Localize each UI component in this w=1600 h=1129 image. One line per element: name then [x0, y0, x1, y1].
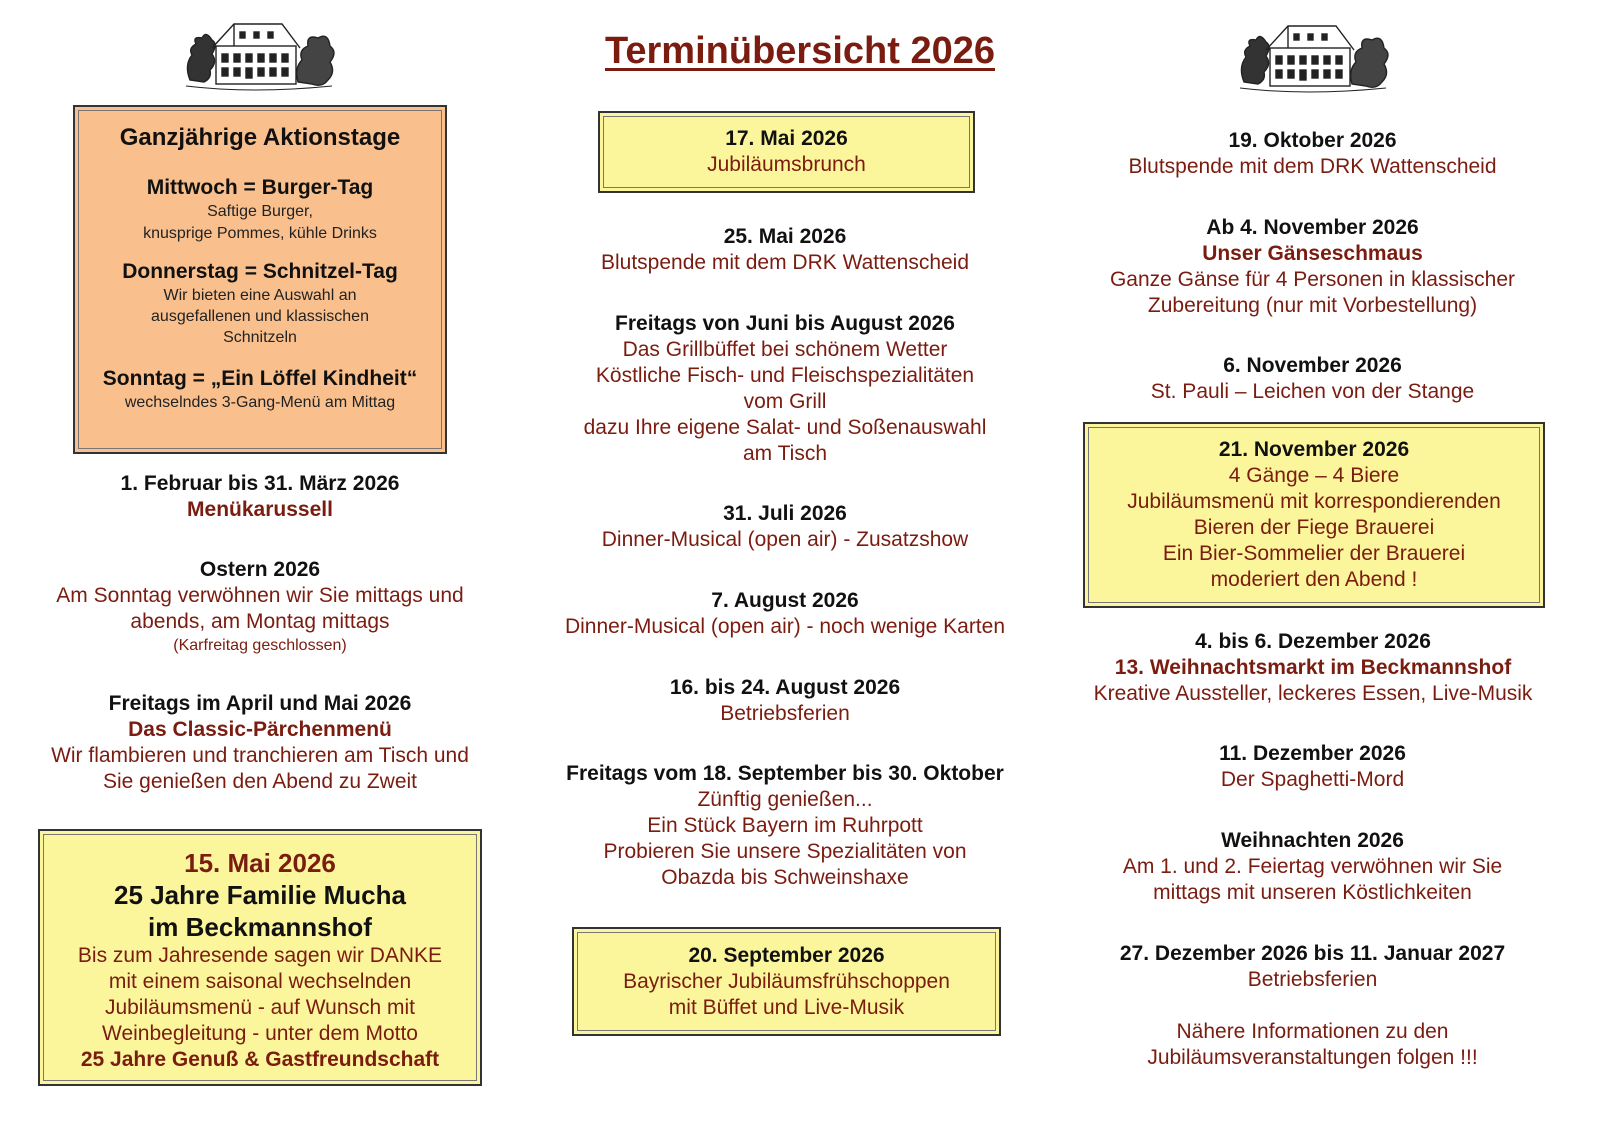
entry-text: mittags mit unseren Köstlichkeiten	[1153, 881, 1472, 904]
entry-text: Jubiläumsmenü mit korrespondierenden	[1127, 490, 1501, 513]
dinner-musical-zusatzshow-entry	[535, 501, 1035, 553]
entry-name: Unser Gänseschmaus	[1202, 242, 1423, 265]
grillbueffet-entry	[535, 311, 1035, 467]
aktionstage-heading: Ganzjährige Aktionstage	[119, 124, 401, 151]
jubilaeum-text: Weinbegleitung - unter dem Motto	[102, 1022, 418, 1045]
entry-name: Jubiläumsbrunch	[707, 153, 866, 176]
entry-name: Betriebsferien	[1247, 968, 1378, 991]
entry-note: (Karfreitag geschlossen)	[173, 637, 347, 654]
entry-text: mit Büffet und Live-Musik	[668, 996, 905, 1019]
entry-name: Menükarussell	[187, 498, 333, 521]
entry-text: Ganze Gänse für 4 Personen in klassischer	[1109, 268, 1516, 291]
blutspende-oktober-entry	[1075, 128, 1550, 180]
blutspende-mai-entry	[535, 224, 1035, 276]
ostern-entry	[20, 557, 500, 657]
jubilaeum-box	[38, 829, 482, 1086]
betriebsferien-august-entry	[535, 675, 1035, 727]
jubilaeumsbrunch-box	[598, 111, 975, 193]
entry-name: St. Pauli – Leichen von der Stange	[1150, 380, 1475, 403]
entry-date: 4. bis 6. Dezember 2026	[1195, 630, 1431, 653]
weihnachten-entry	[1075, 828, 1550, 906]
entry-text: Wir flambieren und tranchieren am Tisch und	[51, 744, 469, 767]
entry-date: 6. November 2026	[1223, 354, 1402, 377]
entry-date: 19. Oktober 2026	[1228, 129, 1397, 152]
info-text: Nähere Informationen zu den	[1176, 1020, 1449, 1043]
info-note	[1075, 1019, 1550, 1071]
entry-name: Dinner-Musical (open air) - noch wenige Karten	[564, 615, 1006, 638]
schnitzel-tag-heading: Donnerstag = Schnitzel-Tag	[122, 260, 398, 283]
entry-date: Freitags vom 18. September bis 30. Oktober	[566, 762, 1004, 785]
entry-text: Am 1. und 2. Feiertag verwöhnen wir Sie	[1122, 855, 1503, 878]
jubilaeum-heading: 25 Jahre Familie Mucha	[114, 880, 406, 910]
entry-text: Ein Stück Bayern im Ruhrpott	[647, 814, 923, 837]
entry-text: Am Sonntag verwöhnen wir Sie mittags und	[56, 584, 464, 607]
jubilaeum-text: Jubiläumsmenü - auf Wunsch mit	[104, 996, 416, 1019]
entry-date: Freitags im April und Mai 2026	[108, 692, 412, 715]
page-title: Terminübersicht 2026	[604, 30, 995, 72]
entry-date: 17. Mai 2026	[725, 127, 848, 150]
entry-text: Köstliche Fisch- und Fleischspezialitäten	[595, 364, 975, 387]
weihnachtsmarkt-entry	[1068, 629, 1558, 707]
jubilaeum-text: mit einem saisonal wechselnden	[108, 970, 412, 993]
entry-name: 13. Weihnachtsmarkt im Beckmannshof	[1114, 656, 1512, 679]
sonntag-text: wechselndes 3-Gang-Menü am Mittag	[124, 394, 396, 411]
entry-text: Obazda bis Schweinshaxe	[661, 866, 909, 889]
entry-date: 16. bis 24. August 2026	[669, 676, 901, 699]
entry-date: Freitags von Juni bis August 2026	[615, 312, 955, 335]
aktionstage-box	[73, 105, 447, 454]
entry-date: 31. Juli 2026	[723, 502, 847, 525]
entry-text: Bieren der Fiege Brauerei	[1193, 516, 1435, 539]
entry-name: Blutspende mit dem DRK Wattenscheid	[600, 251, 970, 274]
jubilaeum-date: 15. Mai 2026	[184, 848, 336, 878]
entry-text: Sie genießen den Abend zu Zweit	[102, 770, 418, 793]
bayern-entry	[525, 761, 1045, 891]
house-sketch-left-icon	[182, 10, 337, 95]
jubilaeum-motto: 25 Jahre Genuß & Gastfreundschaft	[80, 1048, 440, 1071]
entry-date: 1. Februar bis 31. März 2026	[120, 472, 400, 495]
entry-date: 25. Mai 2026	[723, 225, 847, 248]
entry-date: 11. Dezember 2026	[1219, 742, 1406, 765]
entry-text: am Tisch	[742, 442, 828, 465]
entry-date: 20. September 2026	[688, 944, 885, 967]
paerchenmenue-entry	[20, 691, 500, 795]
jubilaeum-text: Bis zum Jahresende sagen wir DANKE	[77, 944, 443, 967]
st-pauli-entry	[1075, 353, 1550, 405]
spaghetti-mord-entry	[1075, 741, 1550, 793]
entry-text: Das Grillbüffet bei schönem Wetter	[622, 338, 948, 361]
entry-text: dazu Ihre eigene Salat- und Soßenauswahl	[583, 416, 987, 439]
entry-text: Kreative Aussteller, leckeres Essen, Live-Musik	[1093, 682, 1533, 705]
entry-name: Blutspende mit dem DRK Wattenscheid	[1128, 155, 1497, 178]
burger-tag-heading: Mittwoch = Burger-Tag	[146, 176, 374, 199]
entry-name: Das Classic-Pärchenmenü	[128, 718, 392, 741]
gaenseschmaus-entry	[1075, 215, 1550, 319]
info-text-2: Jubiläumsveranstaltungen folgen !!!	[1147, 1046, 1478, 1069]
schnitzel-tag-text-3: Schnitzeln	[223, 329, 297, 346]
entry-date: Weihnachten 2026	[1221, 829, 1404, 852]
schnitzel-tag-text-2: ausgefallenen und klassischen	[151, 308, 369, 325]
entry-date: 27. Dezember 2026 bis 11. Januar 2027	[1119, 942, 1506, 965]
house-sketch-right-icon	[1236, 12, 1391, 97]
menuekarussell-entry	[30, 471, 490, 523]
entry-text: moderiert den Abend !	[1210, 568, 1418, 591]
schnitzel-tag-text: Wir bieten eine Auswahl an	[163, 287, 357, 304]
entry-date: 21. November 2026	[1218, 438, 1410, 461]
entry-date: 7. August 2026	[711, 589, 859, 612]
fruehschoppen-box	[572, 927, 1001, 1036]
jubilaeum-heading-2: im Beckmannshof	[148, 912, 372, 942]
entry-date: Ostern 2026	[199, 558, 321, 581]
entry-text: Ein Bier-Sommelier der Brauerei	[1162, 542, 1466, 565]
entry-name: Dinner-Musical (open air) - Zusatzshow	[601, 528, 969, 551]
sonntag-heading: Sonntag = „Ein Löffel Kindheit“	[102, 367, 418, 390]
entry-text: 4 Gänge – 4 Biere	[1228, 464, 1400, 487]
dinner-musical-august-entry	[525, 588, 1045, 640]
entry-text: Bayrischer Jubiläumsfrühschoppen	[623, 970, 950, 993]
entry-text: Zubereitung (nur mit Vorbestellung)	[1147, 294, 1478, 317]
bier-menue-box	[1083, 422, 1545, 608]
betriebsferien-dezember-entry	[1075, 941, 1550, 993]
entry-name: Betriebsferien	[720, 702, 850, 725]
entry-text: Probieren Sie unsere Spezialitäten von	[603, 840, 967, 863]
entry-text: vom Grill	[743, 390, 827, 413]
entry-text: abends, am Montag mittags	[130, 610, 390, 633]
burger-tag-text: Saftige Burger,	[207, 203, 313, 220]
burger-tag-text-2: knusprige Pommes, kühle Drinks	[143, 225, 377, 242]
entry-name: Der Spaghetti-Mord	[1220, 768, 1405, 791]
entry-date: Ab 4. November 2026	[1206, 216, 1419, 239]
entry-text: Zünftig genießen...	[697, 788, 873, 811]
